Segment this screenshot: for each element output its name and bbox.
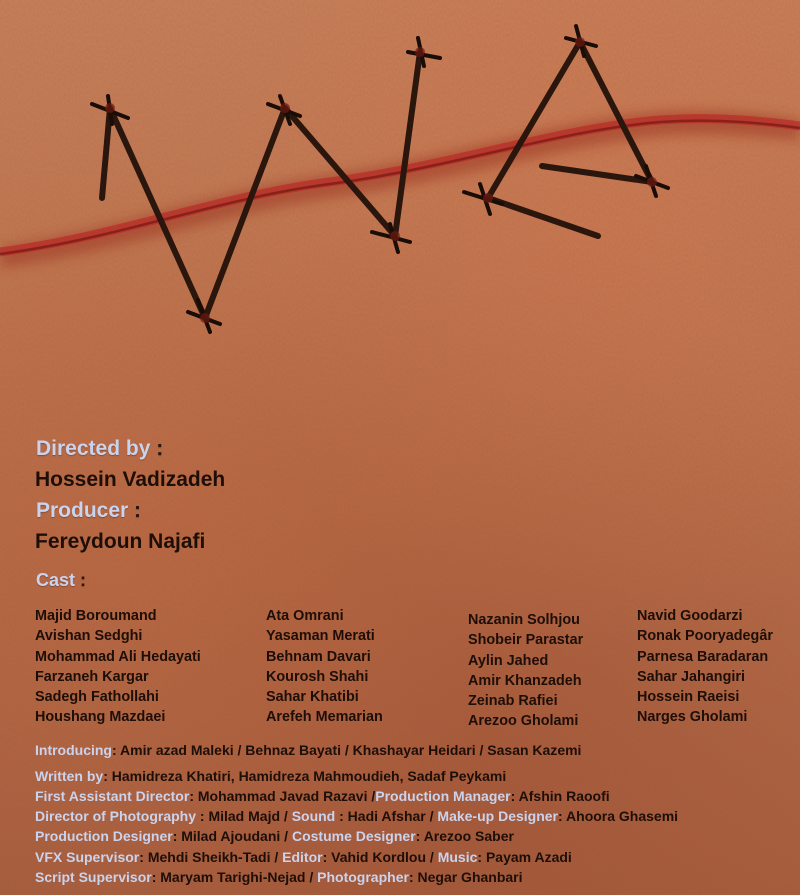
crew-role: Costume Designer bbox=[291, 828, 416, 844]
crew-role: Editor bbox=[282, 849, 323, 865]
crew-names: : Afshin Raoofi bbox=[510, 788, 610, 804]
crew-line bbox=[35, 786, 610, 806]
crew-role: Music bbox=[437, 849, 478, 865]
cast-member: Narges Gholami bbox=[637, 709, 748, 726]
crew-role: First Assistant Director bbox=[35, 788, 190, 804]
crew-role: VFX Supervisor bbox=[35, 849, 140, 865]
crew-role: Script Supervisor bbox=[35, 869, 152, 885]
crew-names: : Hadi Afshar / bbox=[335, 808, 438, 824]
cast-label: Cast : bbox=[36, 570, 87, 590]
producer-label: Producer : bbox=[36, 499, 142, 522]
cast-column-4 bbox=[637, 606, 773, 728]
crew-role: Director of Photography bbox=[35, 808, 197, 824]
cast-column-3 bbox=[468, 610, 583, 732]
crew-names: : Payam Azadi bbox=[477, 849, 572, 865]
cast-member: Arezoo Gholami bbox=[468, 713, 579, 730]
crew-names: : Milad Ajoudani / bbox=[172, 828, 292, 844]
cast-member: Arefeh Memarian bbox=[266, 709, 383, 726]
cast-member: Amir Khanzadeh bbox=[468, 672, 582, 689]
cast-member: Ata Omrani bbox=[266, 608, 344, 624]
cast-member: Mohammad Ali Hedayati bbox=[35, 648, 201, 665]
crew-names: : Maryam Tarighi-Nejad / bbox=[151, 869, 318, 885]
crew-names: : Amir azad Maleki / Behnaz Bayati / Khashayar Heidari / Sasan Kazemi bbox=[112, 742, 582, 758]
cast-column-1 bbox=[35, 606, 201, 728]
cast-member: Houshang Mazdaei bbox=[35, 709, 166, 726]
crew-role: Introducing bbox=[35, 742, 112, 758]
crew-line bbox=[35, 806, 678, 826]
crew-line bbox=[35, 826, 514, 846]
crew-role: Photographer bbox=[317, 869, 409, 885]
crew-role: Written by bbox=[35, 768, 104, 784]
crew-role: Production Manager bbox=[375, 788, 511, 804]
cast-member: Yasaman Merati bbox=[266, 628, 375, 645]
crew-names: : Mohammad Javad Razavi / bbox=[189, 788, 376, 804]
cast-member: Aylin Jahed bbox=[468, 652, 549, 669]
crew-role: Sound bbox=[291, 808, 336, 824]
crew-names: : Ahoora Ghasemi bbox=[558, 808, 679, 824]
cast-member: Avishan Sedghi bbox=[35, 628, 143, 645]
crew-names: : Hamidreza Khatiri, Hamidreza Mahmoudieh, Sadaf Peykami bbox=[103, 768, 507, 784]
cast-member: Behnam Davari bbox=[266, 648, 371, 665]
cast-member: Hossein Raeisi bbox=[637, 689, 740, 706]
crew-role: Production Designer bbox=[35, 828, 173, 844]
crew-names: : Arezoo Saber bbox=[415, 828, 514, 844]
cast-member: Ronak Pooryadegâr bbox=[637, 628, 773, 645]
cast-member: Sadegh Fathollahi bbox=[35, 689, 159, 706]
cast-member: Kourosh Shahi bbox=[266, 668, 369, 685]
crew-line bbox=[35, 847, 572, 867]
cast-member: Sahar Jahangiri bbox=[637, 668, 745, 685]
crew-names: : Mehdi Sheikh-Tadi / bbox=[139, 849, 283, 865]
directed-by-label: Directed by : bbox=[36, 437, 164, 460]
producer-name: Fereydoun Najafi bbox=[35, 530, 206, 553]
crew-names: : Vahid Kordlou / bbox=[322, 849, 438, 865]
director-name: Hossein Vadizadeh bbox=[35, 468, 226, 491]
cast-member: Farzaneh Kargar bbox=[35, 668, 149, 685]
cast-member: Shobeir Parastar bbox=[468, 632, 584, 649]
crew-names: : Negar Ghanbari bbox=[408, 869, 523, 885]
crew-line bbox=[35, 867, 523, 887]
crew-role: Make-up Designer bbox=[437, 808, 558, 824]
crew-line bbox=[35, 740, 581, 760]
cast-member: Sahar Khatibi bbox=[266, 689, 359, 706]
cast-member: Navid Goodarzi bbox=[637, 608, 743, 624]
cast-member: Nazanin Solhjou bbox=[468, 612, 580, 628]
crew-line bbox=[35, 766, 506, 786]
cast-member: Zeinab Rafiei bbox=[468, 693, 558, 710]
cast-member: Parnesa Baradaran bbox=[637, 648, 769, 665]
crew-names: : Milad Majd / bbox=[196, 808, 292, 824]
cast-column-2 bbox=[266, 606, 383, 728]
cast-member: Majid Boroumand bbox=[35, 608, 157, 624]
